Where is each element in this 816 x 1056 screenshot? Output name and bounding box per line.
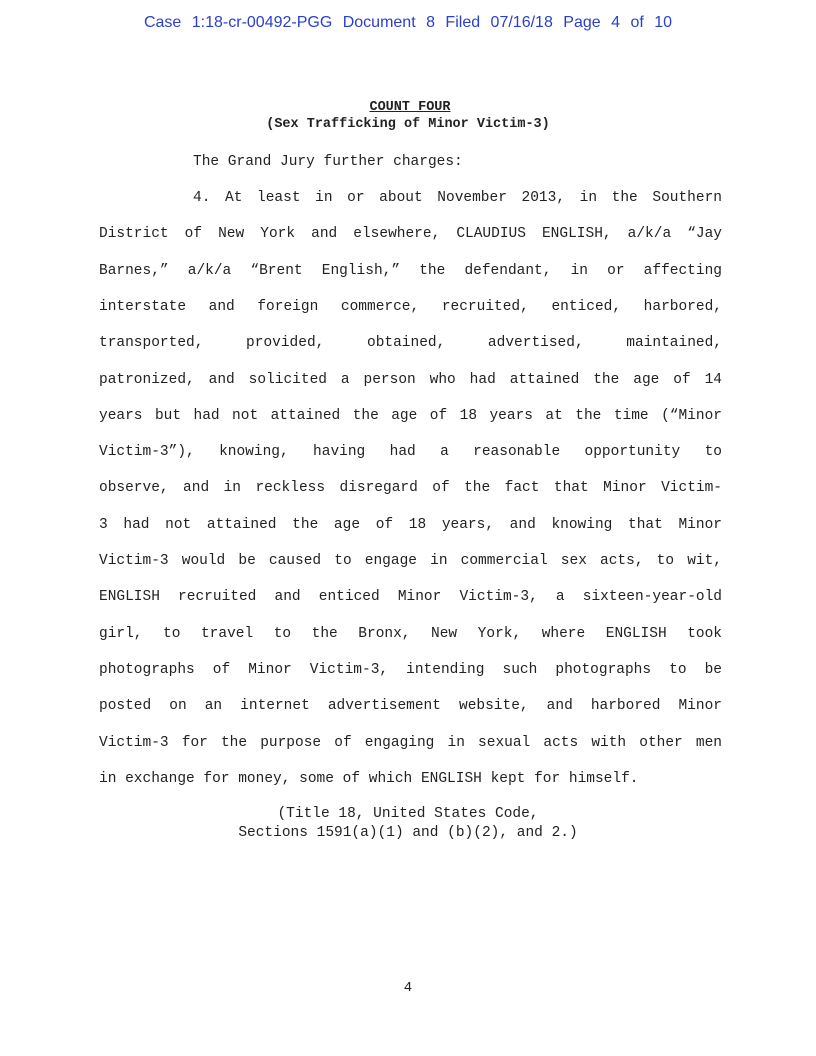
citation-line: (Title 18, United States Code,	[277, 806, 539, 822]
paragraph-line: Victim-3 would be caused to engage in commercial sex acts, to wit,	[99, 553, 722, 569]
paragraph-line: Victim-3”), knowing, having had a reasonable opportunity to	[99, 444, 722, 461]
paragraph-line: 3 had not attained the age of 18 years, and knowing that Minor	[99, 516, 722, 533]
intro-text: The Grand Jury further charges:	[193, 154, 463, 170]
paragraph-line: District of New York and elsewhere, CLAUDIUS ENGLISH, a/k/a “Jay	[99, 226, 722, 243]
paragraph-line: Victim-3 for the purpose of engaging in sexual acts with other men	[99, 734, 722, 751]
paragraph-line: ENGLISH recruited and enticed Minor Victim-3, a sixteen-year-old	[99, 589, 722, 606]
paragraph-line: interstate and foreign commerce, recruited, enticed, harbored,	[99, 298, 722, 315]
paragraph-line: observe, and in reckless disregard of the fact that Minor Victim-	[99, 480, 722, 497]
paragraph-line: photographs of Minor Victim-3, intending such photographs to be	[99, 661, 722, 678]
paragraph-line: 4. At least in or about November 2013, in the Southern	[193, 190, 722, 206]
paragraph-line: transported, provided, obtained, advertised, maintained,	[99, 335, 722, 352]
count-title: COUNT FOUR	[369, 100, 451, 115]
citation-line: Sections 1591(a)(1) and (b)(2), and 2.)	[238, 825, 578, 841]
case-header: Case 1:18-cr-00492-PGG Document 8 Filed 07/16/18 Page 4 of 10	[143, 14, 673, 31]
count-subtitle: (Sex Trafficking of Minor Victim-3)	[266, 117, 550, 132]
page-number: 4	[403, 980, 413, 996]
paragraph-line: years but had not attained the age of 18 years at the time (“Minor	[99, 407, 722, 424]
paragraph-line: patronized, and solicited a person who had attained the age of 14	[99, 371, 722, 388]
paragraph-line: posted on an internet advertisement website, and harbored Minor	[99, 698, 722, 715]
paragraph-line: Barnes,” a/k/a “Brent English,” the defendant, in or affecting	[99, 262, 722, 279]
paragraph-line: in exchange for money, some of which ENGLISH kept for himself.	[99, 770, 639, 787]
paragraph-line: girl, to travel to the Bronx, New York, where ENGLISH took	[99, 625, 722, 642]
